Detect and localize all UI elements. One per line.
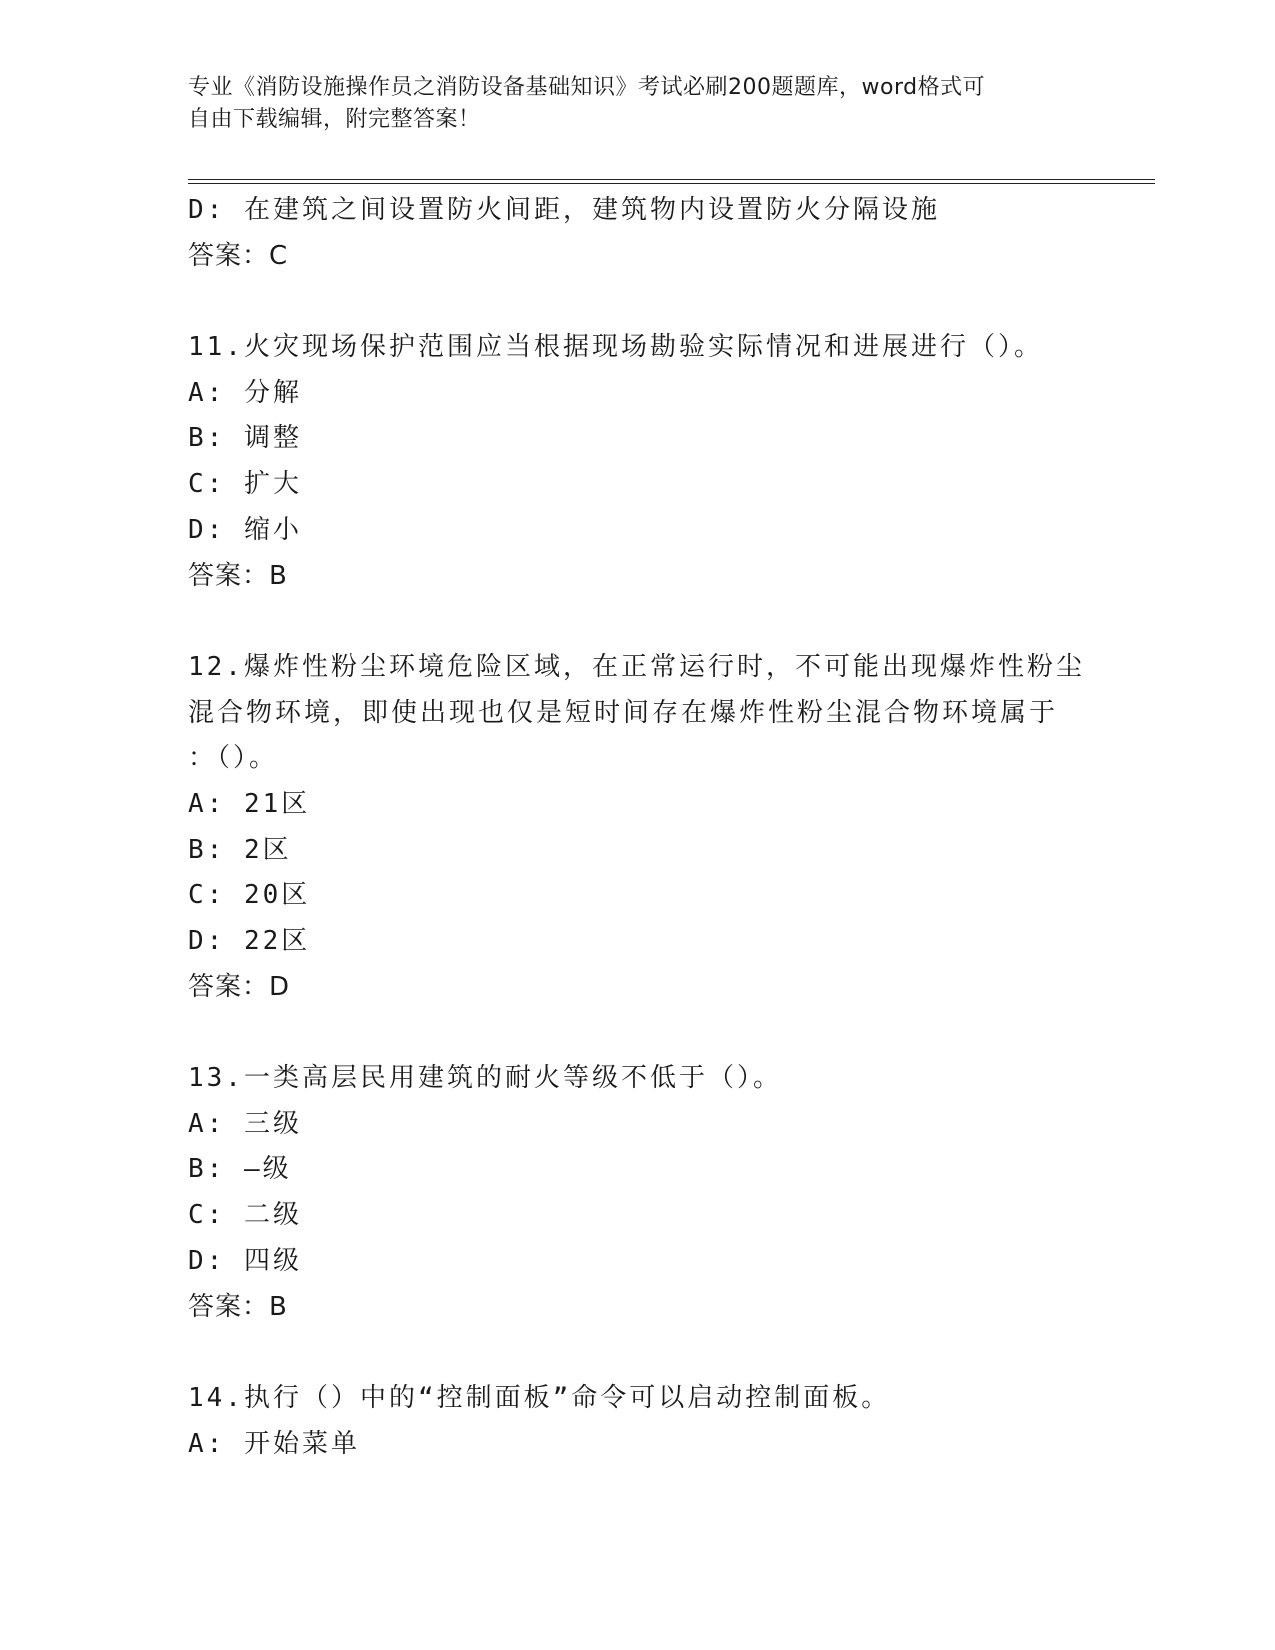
header-title-line-2: 自由下载编辑，附完整答案！ xyxy=(188,107,481,132)
spacer xyxy=(188,1010,1128,1056)
document-header xyxy=(188,72,1088,136)
question-list xyxy=(188,188,1128,1467)
question-block-11 xyxy=(188,325,1128,599)
option-c: C: 扩大 xyxy=(188,469,302,500)
option-d: D: 缩小 xyxy=(188,514,302,545)
option-b: B: 2区 xyxy=(188,834,292,865)
question-block-13 xyxy=(188,1056,1128,1330)
option-a: A: 21区 xyxy=(188,788,311,819)
question-block-12 xyxy=(188,645,1128,1011)
question-stem-line-1: 12.爆炸性粉尘环境危险区域，在正常运行时，不可能出现爆炸性粉尘 xyxy=(188,651,1085,682)
option-b: B: 调整 xyxy=(188,423,302,454)
spacer xyxy=(188,279,1128,325)
header-title-line-1: 专业《消防设施操作员之消防设备基础知识》考试必刷200题题库，word格式可 xyxy=(188,75,986,100)
prev-question-answer: 答案：C xyxy=(188,240,289,271)
question-stem-line-3: ：（）。 xyxy=(188,743,279,774)
answer-line: 答案：B xyxy=(188,1291,288,1322)
option-a: A: 三级 xyxy=(188,1108,302,1139)
option-d: D: 四级 xyxy=(188,1245,302,1276)
option-d: D: 22区 xyxy=(188,926,311,956)
option-b: B: —级 xyxy=(188,1154,292,1185)
question-stem: 14.执行（）中的“控制面板”命令可以启动控制面板。 xyxy=(188,1382,891,1413)
question-stem: 11.火灾现场保护范围应当根据现场勘验实际情况和进展进行（）。 xyxy=(188,332,1043,363)
option-c: C: 20区 xyxy=(188,880,311,911)
spacer xyxy=(188,599,1128,645)
option-a: A: 开始菜单 xyxy=(188,1428,360,1459)
header-rule-top xyxy=(188,179,1155,180)
spacer xyxy=(188,1330,1128,1376)
answer-line: 答案：B xyxy=(188,560,288,591)
option-c: C: 二级 xyxy=(188,1200,302,1231)
option-a: A: 分解 xyxy=(188,377,302,408)
answer-line: 答案：D xyxy=(188,971,291,1002)
header-rule-bottom xyxy=(188,183,1155,184)
prev-question-option-d: D: 在建筑之间设置防火间距，建筑物内设置防火分隔设施 xyxy=(188,195,940,225)
question-stem: 13.一类高层民用建筑的耐火等级不低于（）。 xyxy=(188,1063,782,1094)
question-block-14 xyxy=(188,1376,1128,1467)
question-stem-line-2: 混合物环境，即使出现也仅是短时间存在爆炸性粉尘混合物环境属于 xyxy=(188,697,1059,728)
